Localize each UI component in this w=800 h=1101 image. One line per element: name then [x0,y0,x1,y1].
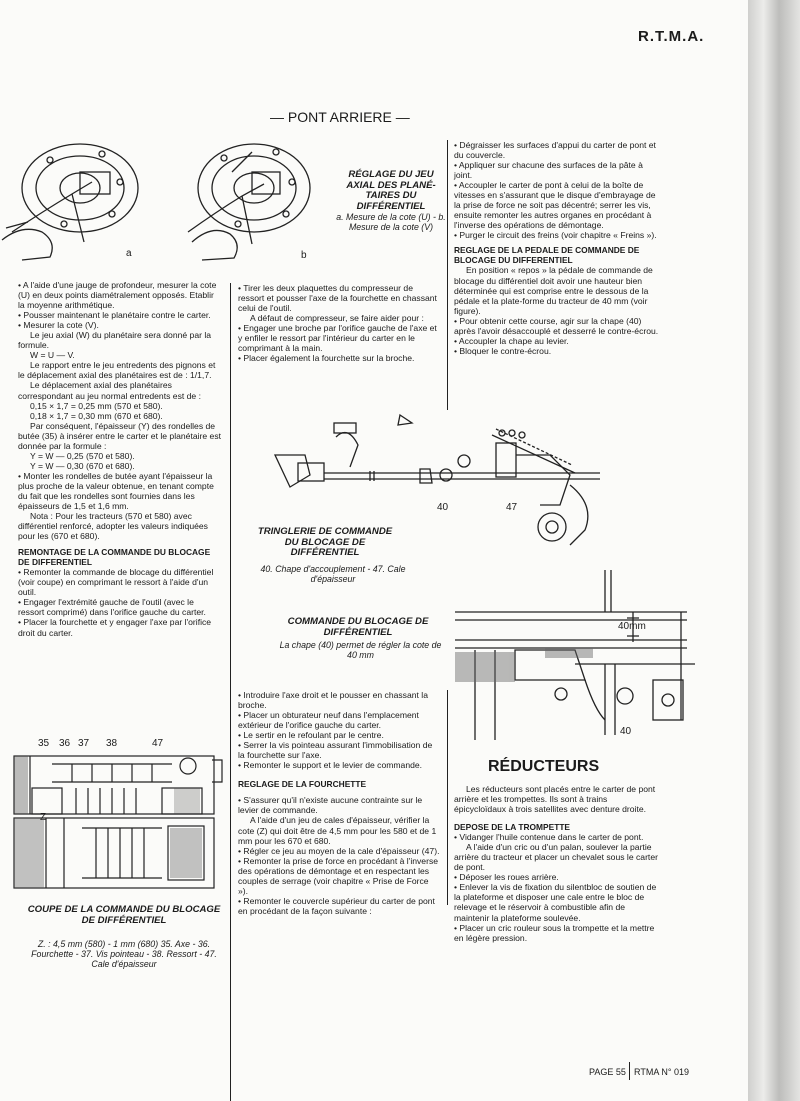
paragraph: En position « repos » la pédale de commande de blocage du différentiel doit avoir une hauteur bien déterminée qui est comprise entre le dessous de la pédale et la plate-forme du tracteur de 40 mm (voir figure). [454,265,653,316]
fig4-label-36: 36 [59,738,71,749]
paragraph: Le déplacement axial des planétaires correspondant au jeu normal entredents est de : [18,380,201,401]
formula: Y = W — 0,30 (670 et 680). [30,460,135,471]
column-3-top [454,140,661,356]
column-3-bottom [454,784,661,943]
formula: W = U — V. [30,350,75,361]
paragraph: A l'aide d'un cric ou d'un palan, soulever la partie arrière du tracteur et placer un chevalet sous le carter de pont. [454,842,658,873]
fig3-label-40: 40 [620,726,632,737]
paragraph: • Pour obtenir cette course, agir sur la chape (40) après l'avoir désaccouplé et desserré le contre-écrou. [454,315,659,336]
paragraph: • Accoupler le carter de pont à celui de la boîte de vitesses en s'assurant que le disque d'embrayage de la prise de force ne soit pas décentré; serrer les vis, ensuite remonter les autres organes en procédant à l'inverse des opérations de démontage. [454,180,656,231]
fig4-caption-text: Z. : 4,5 mm (580) - 1 mm (680) 35. Axe - 36. Fourchette - 37. Vis pointeau - 38. Ressort - 47. Cale d'épaisseur [31,939,217,969]
figure-label-b: b [301,250,307,261]
paragraph: • Purger le circuit des freins (voir chapitre « Freins »). [454,230,657,241]
section-title-reducteurs: RÉDUCTEURS [488,758,600,775]
column-divider [447,690,448,905]
paragraph: • Remonter le support et le levier de commande. [238,760,423,771]
fig3-caption-title: COMMANDE DU BLOCAGE DE DIFFÉRENTIEL [287,616,429,638]
fig3-caption-text: La chape (40) permet de régler la cote de 40 mm [279,640,442,660]
page-edge [748,0,800,1101]
fig4-label-37: 37 [78,738,90,749]
paragraph: • S'assurer qu'il n'existe aucune contrainte sur le levier de commande. [238,795,423,816]
paragraph: • Dégraisser les surfaces d'appui du carter de pont et du couvercle. [454,140,656,161]
fig3-label-dim: 40mm [618,621,646,632]
paragraph: • Placer la fourchette et y engager l'axe par l'orifice droit du carter. [18,617,212,638]
formula: 0,15 × 1,7 = 0,25 mm (570 et 580). [30,400,163,411]
paragraph: Par conséquent, l'épaisseur (Y) des rondelles de butée (35) à insérer entre le carter et le planétaire est donnée par la formule : [18,420,222,451]
hub-measure-figure [2,132,338,267]
column-1 [18,280,222,638]
note: Nota : Pour les tracteurs (570 et 580) avec différentiel renforcé, adopter les valeurs indiquées pour les (670 et 680). [18,511,208,542]
section-heading: REGLAGE DE LA FOURCHETTE [238,779,367,790]
column-divider [447,140,448,410]
paragraph: Les réducteurs sont placés entre le carter de pont arrière et les trompettes. Ils sont à trains épicycloïdaux à trois satellites avec denture droite. [454,784,656,815]
fig2-label-47: 47 [506,502,518,513]
paragraph: • Placer également la fourchette sur la broche. [238,353,415,364]
fig2-label-40: 40 [437,502,449,513]
paragraph: • Déposer les roues arrière. [454,872,559,883]
column-2-top [238,283,440,363]
footer-divider [629,1062,630,1080]
footer-page: PAGE 55 [589,1067,626,1077]
paragraph: • Remonter la prise de force en procédant à l'inverse des opérations de démontage et en respectant les couples de serrage (voir chapitre « Prise de Force »). [238,855,439,896]
paragraph: Le jeu axial (W) du planétaire sera donné par la formule. [18,330,212,351]
fig4-caption-title: COUPE DE LA COMMANDE DU BLOCAGE DE DIFFÉRENTIEL [27,904,221,926]
section-heading: DEPOSE DE LA TROMPETTE [454,822,571,833]
paragraph: Le rapport entre le jeu entredents des pignons et le déplacement axial des planétaires est de : 1/1,7. [18,360,216,381]
page-title: — PONT ARRIERE — [270,109,410,125]
brand-header: R.T.M.A. [638,28,705,45]
paragraph: • Introduire l'axe droit et le pousser en chassant la broche. [238,690,428,711]
paragraph: • Remonter la commande de blocage du différentiel (voir coupe) en comprimant le ressort à l'aide d'un outil. [18,567,214,598]
section-heading: REMONTAGE DE LA COMMANDE DU BLOCAGE DE DIFFERENTIEL [18,547,211,568]
paragraph: • Enlever la vis de fixation du silentbloc de soutien de la plateforme et disposer une cale entre le bloc de relevage et le réservoir à combustible afin de maintenir la plateforme soulevée. [454,882,657,923]
paragraph: • A l'aide d'une jauge de profondeur, mesurer la cote (U) en deux points diamétralement opposés. Etablir la moyenne arithmétique. [18,280,217,311]
paragraph: • Serrer la vis pointeau assurant l'immobilisation de la fourchette sur l'axe. [238,740,433,761]
fig4-label-38: 38 [106,738,118,749]
column-divider [230,283,231,1101]
paragraph: • Le sertir en le refoulant par le centre. [238,730,384,741]
fig2-caption-title: TRINGLERIE DE COMMANDE DU BLOCAGE DE DIFFÉRENTIEL [257,526,393,559]
fig2-caption-text: 40. Chape d'accouplement - 47. Cale d'épaisseur [260,564,406,584]
paragraph: • Monter les rondelles de butée ayant l'épaisseur la plus proche de la valeur obtenue, en tenant compte du fait que les rondelles sont fournies dans les épaisseurs de 1,5 et 1,6 mm. [18,470,214,512]
paragraph: • Vidanger l'huile contenue dans le carter de pont. [454,832,644,843]
figure-caption-title: RÉGLAGE DU JEU AXIAL DES PLANÉ-TAIRES DU DIFFÉRENTIEL [346,169,436,212]
formula: Y = W — 0,25 (570 et 580). [30,450,135,461]
figure-caption-text: a. Mesure de la cote (U) - b. Mesure de la cote (V) [336,212,446,232]
column-2-bottom [238,690,440,916]
paragraph: • Régler ce jeu au moyen de la cale d'épaisseur (47). [238,845,440,856]
paragraph: A l'aide d'un jeu de cales d'épaisseur, vérifier la cote (Z) qui doit être de 4,5 mm pour les 580 et de 1 mm pour les 670 et 680. [238,815,437,846]
paragraph: • Placer un obturateur neuf dans l'emplacement extérieur de l'orifice gauche du carter. [238,710,419,731]
paragraph: A défaut de compresseur, se faire aider pour : [250,313,424,324]
fig4-label-z: Z [40,812,47,823]
paragraph: • Remonter le couvercle supérieur du carter de pont en procédant de la façon suivante : [238,895,435,916]
paragraph: • Placer un cric rouleur sous la trompette et la mettre en légère pression. [454,922,655,943]
pedal-figure [455,570,695,740]
paragraph: • Engager l'extrémité gauche de l'outil (avec le ressort comprimé) dans l'orifice gauche du carter. [18,597,206,618]
paragraph: • Tirer les deux plaquettes du compresseur de ressort et pousser l'axe de la fourchette en chassant celui de l'outil. [238,283,437,314]
formula: 0,18 × 1,7 = 0,30 mm (670 et 680). [30,410,163,421]
figure-label-a: a [126,248,132,259]
paragraph: • Accoupler la chape au levier. [454,335,569,346]
paragraph: • Pousser maintenant le planétaire contre le carter. [18,310,211,321]
paragraph: • Mesurer la cote (V). [18,320,99,331]
paragraph: • Engager une broche par l'orifice gauche de l'axe et y enfiler le ressort par l'intérieur du carter en le comprimant à la main. [238,323,437,354]
fig4-label-47: 47 [152,738,164,749]
section-heading: REGLAGE DE LA PEDALE DE COMMANDE DE BLOCAGE DU DIFFERENTIEL [454,245,640,266]
footer-issue: RTMA N° 019 [634,1067,689,1077]
section-drawing-figure [12,752,224,818]
paragraph: • Bloquer le contre-écrou. [454,345,552,356]
paragraph: • Appliquer sur chacune des surfaces de la pâte à joint. [454,160,643,181]
fig4-label-35: 35 [38,738,50,749]
